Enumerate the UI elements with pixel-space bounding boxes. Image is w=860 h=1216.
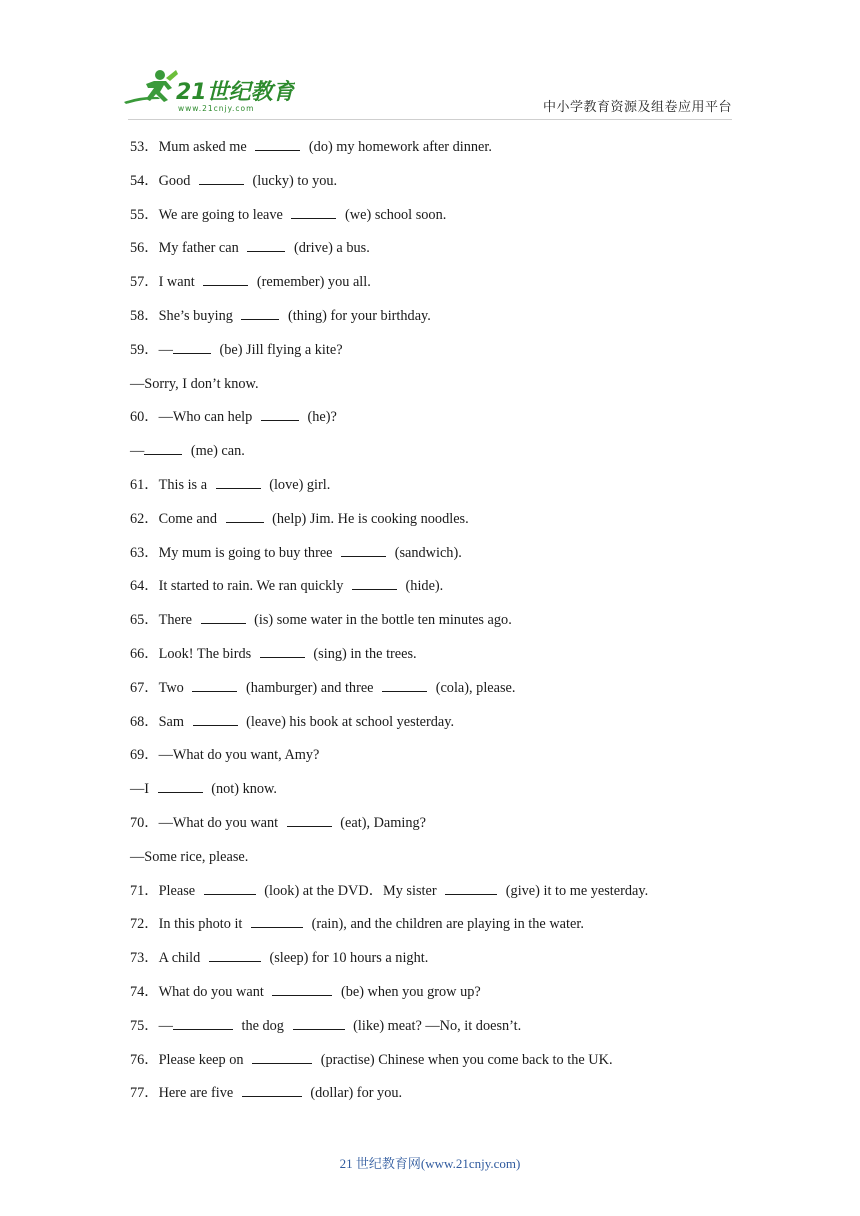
- question-number: 57．: [130, 274, 159, 291]
- question-54: [130, 171, 750, 205]
- answer-blank[interactable]: [293, 1016, 345, 1030]
- logo-url: www.21cnjy.com: [178, 104, 255, 113]
- question-number: 70．: [130, 814, 159, 831]
- answer-blank[interactable]: [272, 982, 332, 996]
- question-text: (hamburger) and three: [245, 679, 374, 696]
- question-56: [130, 238, 750, 272]
- question-68: [130, 712, 750, 746]
- header-divider: [128, 119, 732, 120]
- question-64: [130, 576, 750, 610]
- question-text: Good: [158, 172, 191, 189]
- question-text: She’s buying: [158, 307, 233, 324]
- question-73: [130, 948, 750, 982]
- question-text: (look) at the DVD．My sister: [264, 882, 437, 899]
- question-number: 72．: [130, 916, 159, 933]
- question-text: Mum asked me: [158, 139, 247, 155]
- question-text: —Some rice, please.: [130, 848, 249, 865]
- question-text: —: [130, 443, 145, 460]
- question-text: This is a: [158, 476, 208, 493]
- answer-blank[interactable]: [252, 1050, 312, 1064]
- answer-blank[interactable]: [144, 441, 182, 455]
- question-57: [130, 272, 750, 306]
- answer-blank[interactable]: [199, 171, 244, 185]
- question-text: —: [158, 341, 173, 358]
- question-text: (sleep) for 10 hours a night.: [269, 950, 429, 967]
- question-text: (practise) Chinese when you come back to the UK.: [320, 1051, 613, 1068]
- question-text: (love) girl.: [269, 476, 331, 493]
- question-text: (eat), Daming?: [340, 814, 427, 831]
- question-text: —Sorry, I don’t know.: [130, 375, 259, 392]
- answer-blank[interactable]: [203, 272, 248, 286]
- question-text: (remember) you all.: [256, 274, 371, 291]
- question-text: (help) Jim. He is cooking noodles.: [272, 510, 469, 527]
- question-text: It started to rain. We ran quickly: [158, 578, 344, 595]
- question-text: (hide).: [405, 578, 444, 595]
- question-text: There: [158, 612, 192, 629]
- question-text: —I: [130, 781, 150, 798]
- question-71: [130, 881, 750, 915]
- answer-blank[interactable]: [158, 779, 203, 793]
- question-text: (me) can.: [190, 443, 245, 460]
- question-text: Sam: [158, 713, 185, 730]
- question-text: (sandwich).: [394, 544, 462, 561]
- answer-blank[interactable]: [287, 813, 332, 827]
- question-text: Please keep on: [158, 1051, 244, 1068]
- question-text: (leave) his book at school yesterday.: [246, 713, 455, 730]
- answer-line-60: [130, 441, 750, 475]
- question-text: Please: [158, 882, 196, 899]
- question-text: Come and: [158, 510, 217, 527]
- question-76: [130, 1050, 750, 1084]
- question-number: 59．: [130, 341, 159, 358]
- question-text: (drive) a bus.: [293, 240, 370, 257]
- question-53: [130, 137, 750, 171]
- logo-text: 21世纪教育: [176, 80, 295, 105]
- answer-blank[interactable]: [209, 948, 261, 962]
- answer-blank[interactable]: [173, 340, 211, 354]
- platform-name: 中小学教育资源及组卷应用平台: [542, 100, 732, 115]
- question-text: (give) it to me yesterday.: [505, 882, 649, 899]
- question-59: [130, 340, 750, 374]
- question-number: 76．: [130, 1051, 159, 1068]
- question-text: (cola), please.: [435, 679, 516, 696]
- question-number: 69．: [130, 747, 159, 764]
- answer-blank[interactable]: [255, 137, 300, 151]
- answer-blank[interactable]: [261, 407, 299, 421]
- question-number: 77．: [130, 1085, 159, 1102]
- exercise-list: [130, 137, 750, 1117]
- question-text: (not) know.: [211, 781, 277, 798]
- question-number: 60．: [130, 409, 159, 426]
- site-logo: [120, 66, 295, 116]
- question-77: [130, 1083, 750, 1117]
- question-text: (we) school soon.: [345, 206, 447, 223]
- question-text: I want: [158, 274, 195, 291]
- answer-blank[interactable]: [226, 509, 264, 523]
- question-66: [130, 644, 750, 678]
- question-63: [130, 543, 750, 577]
- question-number: 68．: [130, 713, 159, 730]
- answer-blank[interactable]: [192, 678, 237, 692]
- answer-blank[interactable]: [241, 306, 279, 320]
- question-text: Look! The birds: [158, 645, 252, 662]
- question-75: [130, 1016, 750, 1050]
- question-61: [130, 475, 750, 509]
- question-text: In this photo it: [158, 916, 243, 933]
- question-67: [130, 678, 750, 712]
- question-text: What do you want: [158, 983, 264, 1000]
- page-header: [0, 0, 860, 130]
- question-text: —What do you want, Amy?: [158, 747, 320, 764]
- running-figure-icon: [124, 70, 178, 104]
- answer-blank[interactable]: [193, 712, 238, 726]
- question-text: —What do you want: [158, 814, 279, 831]
- question-69: [130, 745, 750, 779]
- question-text: Here are five: [158, 1085, 234, 1102]
- answer-blank[interactable]: [204, 881, 256, 895]
- question-number: 64．: [130, 578, 159, 595]
- question-text: Two: [158, 679, 184, 696]
- question-number: 63．: [130, 544, 159, 561]
- question-number: 71．: [130, 882, 159, 899]
- question-text: We are going to leave: [158, 206, 283, 223]
- question-number: 56．: [130, 240, 159, 257]
- question-text: (be) Jill flying a kite?: [219, 341, 343, 358]
- answer-line-59: [130, 374, 750, 408]
- answer-blank[interactable]: [242, 1083, 302, 1097]
- question-number: 54．: [130, 172, 159, 189]
- question-74: [130, 982, 750, 1016]
- question-number: 73．: [130, 950, 159, 967]
- answer-blank[interactable]: [382, 678, 427, 692]
- question-number: 61．: [130, 476, 159, 493]
- question-text: (rain), and the children are playing in the water.: [311, 916, 584, 933]
- question-text: A child: [158, 950, 201, 967]
- question-text: (thing) for your birthday.: [288, 307, 431, 324]
- question-text: —: [158, 1017, 173, 1034]
- question-number: 66．: [130, 645, 159, 662]
- question-text: My mum is going to buy three: [158, 544, 333, 561]
- answer-blank[interactable]: [260, 644, 305, 658]
- question-text: (do) my homework after dinner.: [308, 139, 492, 155]
- answer-blank[interactable]: [341, 543, 386, 557]
- question-number: 55．: [130, 206, 159, 223]
- page-footer: 21 世纪教育网(www.21cnjy.com): [339, 1156, 521, 1171]
- question-number: 62．: [130, 510, 159, 527]
- question-text: (like) meat? —No, it doesn’t.: [353, 1017, 522, 1034]
- question-text: (dollar) for you.: [310, 1085, 403, 1102]
- question-text: (is) some water in the bottle ten minutes ago.: [254, 612, 512, 629]
- answer-blank[interactable]: [251, 914, 303, 928]
- answer-blank[interactable]: [247, 238, 285, 252]
- question-70: [130, 813, 750, 847]
- question-text: My father can: [158, 240, 239, 257]
- question-number: 53．: [130, 139, 159, 155]
- question-number: 67．: [130, 679, 159, 696]
- answer-line-69: [130, 779, 750, 813]
- question-text: the dog: [241, 1017, 284, 1034]
- question-text: —Who can help: [158, 409, 253, 426]
- answer-blank[interactable]: [216, 475, 261, 489]
- question-58: [130, 306, 750, 340]
- question-62: [130, 509, 750, 543]
- question-number: 74．: [130, 983, 159, 1000]
- answer-blank[interactable]: [445, 881, 497, 895]
- answer-blank[interactable]: [201, 610, 246, 624]
- answer-blank[interactable]: [352, 576, 397, 590]
- question-text: (lucky) to you.: [252, 172, 338, 189]
- question-55: [130, 205, 750, 239]
- question-text: (he)?: [307, 409, 337, 426]
- question-65: [130, 610, 750, 644]
- question-60: [130, 407, 750, 441]
- question-number: 58．: [130, 307, 159, 324]
- question-number: 65．: [130, 612, 159, 629]
- question-number: 75．: [130, 1017, 159, 1034]
- question-text: (be) when you grow up?: [340, 983, 481, 1000]
- question-72: [130, 914, 750, 948]
- answer-line-70: [130, 847, 750, 881]
- answer-blank[interactable]: [173, 1016, 233, 1030]
- answer-blank[interactable]: [291, 205, 336, 219]
- question-text: (sing) in the trees.: [313, 645, 417, 662]
